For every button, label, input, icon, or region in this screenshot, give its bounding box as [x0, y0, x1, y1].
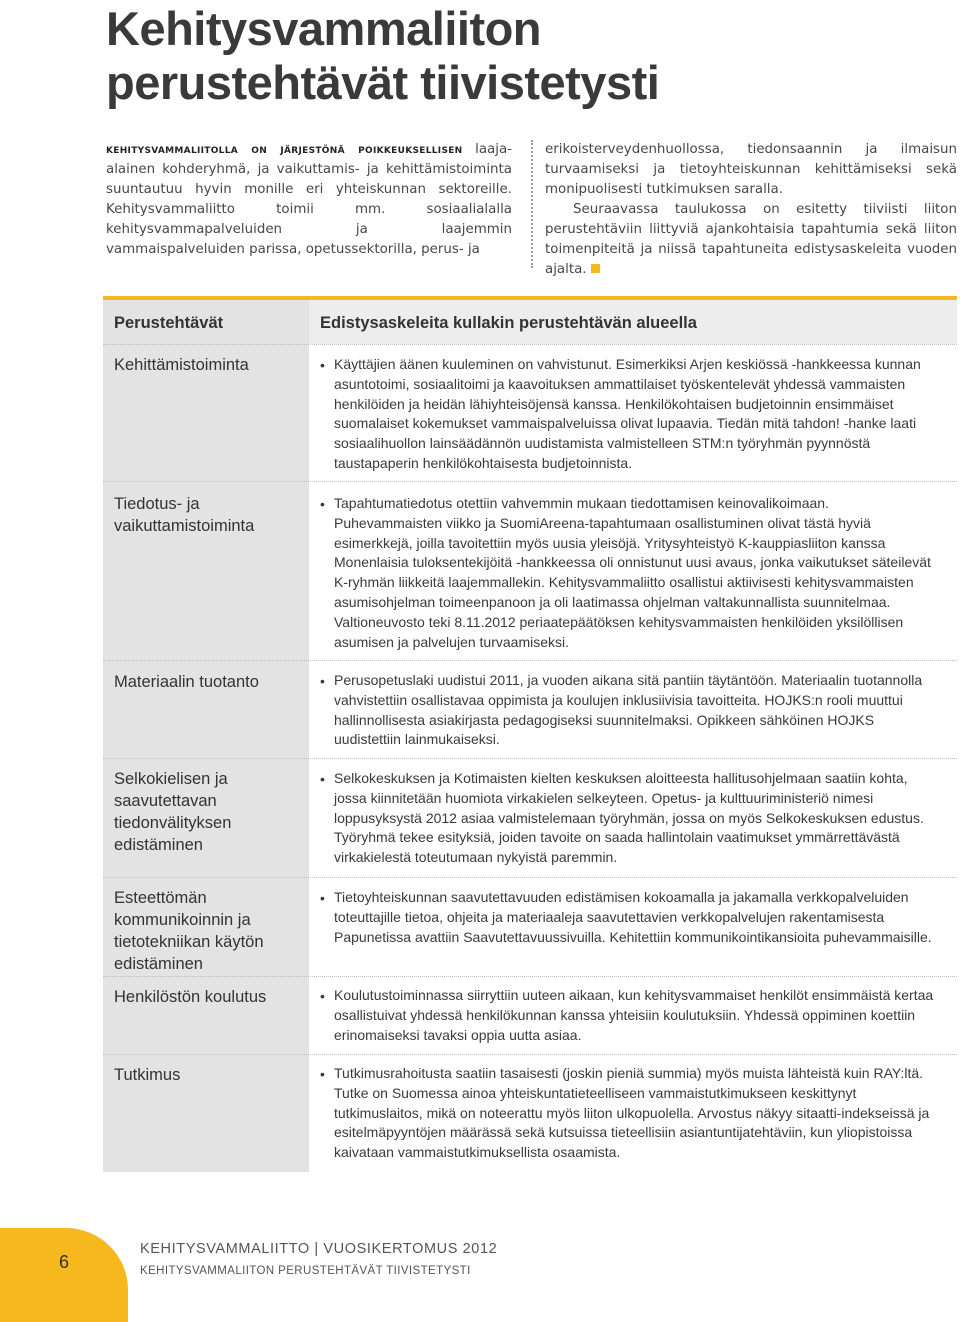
intro-lead: kehitysvammaliitolla on järjestönä poikkeuksellisen [106, 142, 463, 157]
bullet-icon: • [320, 890, 325, 906]
intro-left-column [106, 140, 512, 260]
page-number-badge [0, 1228, 128, 1322]
table-row-text: Perusopetuslaki uudistui 2011, ja vuoden aikana sitä pantiin täytäntöön. Materiaalin tuotannolla vahvistettiin osallistavaa oppimista ja koulujen inklusiivisia tavoitteita. HOJKS:n rooli muuttui hallinnollisesta asiakirjasta pedagogiseksi suunnitelmaksi. Opikkeen sähköinen HOJKS uudistettiin lainmukaiseksi. [334, 672, 923, 748]
table-header-left: Perustehtävät [114, 314, 224, 332]
table-row-text: Tapahtumatiedotus otettiin vahvemmin mukaan tiedottamisen keinovalikoimaan. Puhevammaisten viikko ja SuomiAreena-tapahtumaan osallistuminen olivat tästä hyviä esimerkkejä, joilla tavoitettiin myös uusia yleisöjä. Yritysyhteistyö K-kauppiasliiton kanssa Monenlaisia tuloksentekijöitä -hankkeessa oli onnistunut uusi avaus, jonka vaikutukset säteilevät K-ryhmän liikkeitä laajemmallekin. Kehitysvammaliitto osallistui aktiivisesti kehitysvammaisten asumisohjelman toimeenpanoon ja oli laatimassa ohjelman valtakunnallista suunnitelmaa. Valtioneuvosto teki 8.11.2012 periaatepäätöksen kehitysvammaisten henkilöiden yksilöllisen asumisen ja palvelujen turvaamiseksi. [334, 495, 931, 650]
table-row-text: Käyttäjien äänen kuuleminen on vahvistunut. Esimerkiksi Arjen keskiössä -hankkeessa kunnan asuntotoimi, sosiaalitoimi ja kaavoituksen ammattilaiset työskentelevät yhdessä vammaisten henkilöiden ja heidän lähiyhteisöjensä kanssa. Henkilökohtaisen budjetoinnin ensimmäiset suomalaiset kokemukset vammaispalveluissa olivat lupaavia. Tiedän mitä tahdon! -hanke laati sosiaalihuollon lainsäädännön uudistamista valmistelleen STM:n työryhmän pyynnöstä taustapaperin henkilökohtaisesta budjetoinnista. [334, 356, 921, 471]
intro-right-paragraph-1: erikoisterveydenhuollossa, tiedonsaannin ja ilmaisun turvaamiseksi ja tietoyhteiskunnan kehittämiseksi sekä monipuolisesti tutkimuksen saralla. [545, 142, 957, 197]
intro-right-paragraph-2-text: Seuraavassa taulukossa on esitetty tiiviisti liiton perustehtäviin liittyviä ajankohtaisia tapahtumia sekä liiton toimenpiteitä ja niissä tapahtuneita edistysaskeleita vuoden ajalta. [545, 202, 957, 277]
bullet-icon: • [320, 496, 325, 512]
page-number: 6 [58, 1252, 69, 1272]
table-row-divider [103, 1054, 957, 1055]
table-row-label: Materiaalin tuotanto [114, 673, 259, 691]
table-row-divider [103, 481, 957, 482]
column-divider [531, 140, 533, 268]
page-title [106, 2, 659, 110]
bullet-icon: • [320, 988, 325, 1004]
table-row-divider [103, 877, 957, 878]
table-row-text: Koulutustoiminnassa siirryttiin uuteen aikaan, kun kehitysvammaiset henkilöt ensimmäistä kertaa osallistuivat yhdessä henkilökunnan kanssa yhteisiin koulutuksiin. Yhdessä oppiminen koettiin erinomaiseksi tavaksi oppia uutta asiaa. [334, 987, 934, 1043]
table-header-right: Edistysaskeleita kullakin perustehtävän alueella [320, 314, 697, 332]
table-row-label: Kehittämistoiminta [114, 356, 249, 374]
page-title-line-1: Kehitysvammaliiton [106, 2, 542, 55]
table-row-divider [103, 758, 957, 759]
end-mark-icon [591, 264, 600, 273]
bullet-icon: • [320, 1066, 325, 1082]
table-row-divider [103, 976, 957, 977]
table-row-divider [103, 344, 957, 345]
bullet-icon: • [320, 357, 325, 373]
table-row-label: Tiedotus- ja vaikuttamistoiminta [114, 495, 255, 535]
table-row-text: Tutkimusrahoitusta saatiin tasaisesti (joskin pieniä summia) myös muista lähteistä kuin RAY:ltä. Tutke on Suomessa ainoa yhteiskuntatieteelliseen vammaistutkimukseen keskittynyt tutkimuslaitos, mikä on noteerattu myös liiton ulkopuolella. Arvostus näkyy sitaatti-indekseissä ja esitelmäpyyntöjen määrässä sekä kutsuissa tieteellisiin asiantuntijatehtäviin, kun yliopistoissa kaivataan vammaistutkimuksellista osaamista. [334, 1065, 930, 1161]
bullet-icon: • [320, 771, 325, 787]
footer-publication: KEHITYSVAMMALIITTO | VUOSIKERTOMUS 2012 [140, 1241, 498, 1257]
page-title-line-2: perustehtävät tiivistetysti [106, 56, 660, 109]
table-row-label: Selkokielisen ja saavutettavan tiedonvälityksen edistäminen [114, 770, 232, 854]
bullet-icon: • [320, 673, 325, 689]
intro-right-paragraph-2 [545, 200, 957, 280]
intro-left-text: laaja-alainen kohderyhmä, ja vaikuttamis- ja kehittämistoiminta suuntautuu hyvin monille eri yhteiskunnan sektoreille. Kehitysvammaliitto toimii mm. sosiaalialalla kehitysvammapalveluiden ja laajemmin vammaispalveluiden parissa, opetussektorilla, perus- ja [106, 142, 512, 257]
table-row-text: Tietoyhteiskunnan saavutettavuuden edistämisen kokoamalla ja jakamalla verkkopalveluiden toteuttajille tietoa, ohjeita ja materiaaleja saavutettavien verkkopalvelujen rakentamisesta Papunetissa avattiin Saavutettavuussivuilla. Kehitettiin kommunikointikansioita puhevammaisille. [334, 889, 932, 945]
table-row-text: Selkokeskuksen ja Kotimaisten kielten keskuksen aloitteesta hallitusohjelmaan saatiin kohta, jossa kiinnitetään huomiota virkakielen selkeyteen. Opetus- ja kulttuuriministeriö nimesi loppusyksystä 2012 asiaa valmistelemaan työryhmän, jossa on myös Selkokeskuksen edustus. Työryhmä tekee esityksiä, joiden tavoite on saada hallintolain vaatimukset ymmärrettävästä virkakielestä toteutumaan nykyistä paremmin. [334, 770, 924, 866]
table-row-label: Esteettömän kommunikoinnin ja tietotekniikan käytön edistäminen [114, 889, 264, 973]
intro-right-column [545, 140, 957, 280]
table-row-divider [103, 660, 957, 661]
footer-section: KEHITYSVAMMALIITON PERUSTEHTÄVÄT TIIVISTETYSTI [140, 1265, 471, 1277]
table-row-label: Henkilöstön koulutus [114, 988, 267, 1006]
table-row-label: Tutkimus [114, 1066, 181, 1084]
table-left-column-bg [103, 300, 309, 1172]
